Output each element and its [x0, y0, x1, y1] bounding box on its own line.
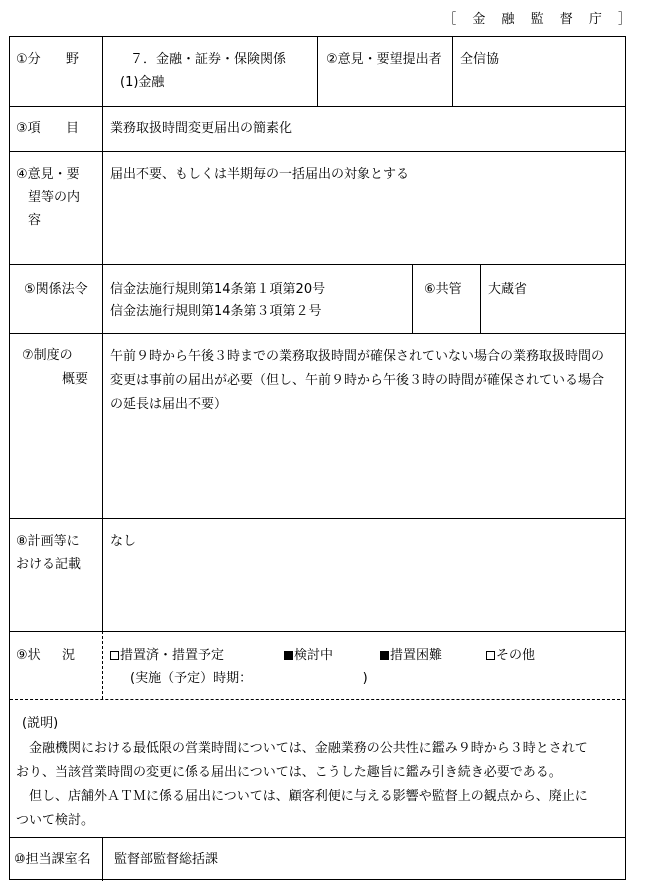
checkbox-filled-icon: [380, 651, 389, 660]
status-option-difficult[interactable]: 措置困難: [380, 645, 442, 667]
status-option-other[interactable]: その他: [486, 645, 535, 667]
explanation-p2-line1: 但し、店舗外ＡＴＭに係る届出については、顧客利便に与える影響や監督上の観点から、廃止に: [16, 789, 588, 804]
joint-value: 大蔵省: [488, 282, 528, 297]
status-option-done[interactable]: 措置済・措置予定: [110, 645, 224, 667]
cell-divider: [412, 264, 413, 333]
system-value-line3: の延長は届出不要）: [110, 397, 228, 412]
status-label-rest: 況: [62, 648, 76, 663]
explanation-p1-line2: おり、当該営業時間の変更に係る届出については、こうした趣旨に鑑み引き続き必要である。: [16, 765, 562, 780]
item-label-num: ③項: [16, 121, 41, 136]
item-value: 業務取扱時間変更届出の簡素化: [110, 121, 293, 136]
dashed-divider: [10, 699, 625, 700]
field-value-line1: ７．金融・証券・保険関係: [130, 52, 287, 67]
status-label-num: ⑨状: [16, 648, 41, 663]
dept-value: 監督部監督総括課: [114, 852, 219, 867]
submitter-label: ②意見・要望提出者: [326, 52, 442, 67]
request-label-line3: 容: [28, 213, 42, 228]
explanation-heading: (説明): [22, 716, 59, 731]
law-value-line1: 信金法施行規則第14条第１項第20号: [110, 282, 326, 297]
plan-label-line2: おける記載: [16, 557, 82, 572]
system-label-line1: ⑦制度の: [22, 348, 73, 363]
item-label-rest: 目: [66, 121, 80, 136]
checkbox-empty-icon: [486, 651, 495, 660]
plan-value: なし: [110, 534, 137, 549]
request-value: 届出不要、もしくは半期毎の一括届出の対象とする: [110, 167, 410, 182]
system-value-line1: 午前９時から午後３時までの業務取扱時間が確保されていない場合の業務取扱時間の: [110, 349, 605, 364]
law-label: ⑤関係法令: [24, 282, 88, 297]
request-label-line1: ④意見・要: [16, 167, 80, 182]
agency-name: ［ 金 融 監 督 庁 ］: [443, 12, 637, 27]
label-column-dashed: [102, 631, 103, 699]
field-label-num: ①分: [16, 52, 41, 67]
form-table: [9, 36, 626, 880]
status-timing: (実施（予定）時期： ): [130, 671, 368, 686]
dept-label: ⑩担当課室名: [14, 852, 91, 867]
system-value-line2: 変更は事前の届出が必要（但し、午前９時から午後３時の時間が確保されている場合: [110, 373, 605, 388]
request-label-line2: 望等の内: [28, 190, 81, 205]
plan-label-line1: ⑧計画等に: [16, 534, 80, 549]
checkbox-filled-icon: [284, 651, 293, 660]
checkbox-empty-icon: [110, 651, 119, 660]
cell-divider: [480, 264, 481, 333]
label-column-line: [102, 37, 103, 631]
status-option-reviewing[interactable]: 検討中: [284, 645, 333, 667]
cell-divider: [317, 37, 318, 106]
system-label-line2: 概要: [62, 372, 89, 387]
cell-divider: [452, 37, 453, 106]
submitter-value: 全信協: [460, 52, 500, 67]
law-value-line2: 信金法施行規則第14条第３項第２号: [110, 304, 322, 319]
explanation-p1-line1: 金融機関における最低限の営業時間については、金融業務の公共性に鑑み９時から３時とされて: [16, 741, 588, 756]
explanation-body: [16, 737, 620, 833]
label-column-line: [102, 837, 103, 881]
field-value-line2: (1)金融: [120, 75, 165, 90]
explanation-p2-line2: ついて検討。: [16, 813, 95, 828]
field-label-rest: 野: [66, 52, 80, 67]
joint-label: ⑥共管: [424, 282, 462, 297]
